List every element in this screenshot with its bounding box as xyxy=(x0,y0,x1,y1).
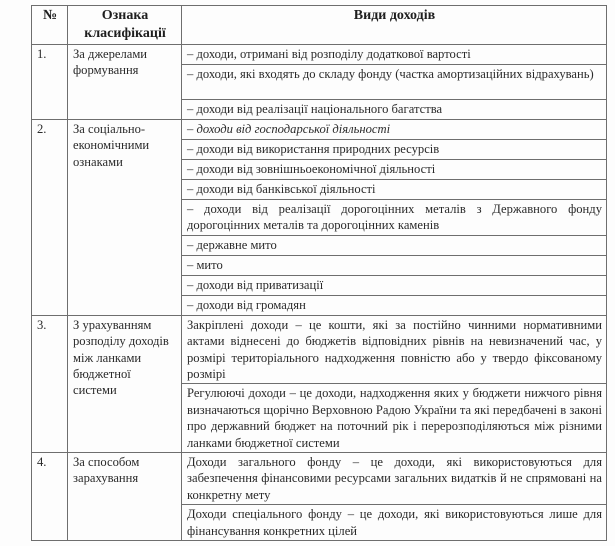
table-row xyxy=(32,315,607,384)
income-kind: – доходи від реалізації дорогоцінних металів з Державного фонду дорогоцінних металів та дорогоцінних каменів xyxy=(182,200,607,236)
income-kind: Регулюючі доходи – це доходи, надходження яких у бюджети нижчого рівня визначаються щорічно Верховною Радою України та які передбачені в законі про державний бюджет на поточний рік і перерозподіляються між різними ланками бюджетної системи xyxy=(182,384,607,453)
header-number: № xyxy=(32,6,68,45)
section-number: 4. xyxy=(32,453,68,541)
income-kind: – доходи, які входять до складу фонду (частка амортизаційних відрахувань) xyxy=(182,65,607,100)
header-income-kinds: Види доходів xyxy=(182,6,607,45)
header-classification-sign: Ознака класифікації xyxy=(68,6,182,45)
income-kind: – доходи від реалізації національного багатства xyxy=(182,100,607,120)
section-number: 1. xyxy=(32,45,68,120)
section-number: 2. xyxy=(32,120,68,316)
income-kind: Доходи загального фонду – це доходи, які використовуються для забезпечення фінансовими ресурсами загальних видатків й не спрямовані на конкретну мету xyxy=(182,453,607,505)
table-header-row xyxy=(32,6,607,45)
income-classification-table xyxy=(31,5,607,541)
table-row xyxy=(32,45,607,65)
section-number: 3. xyxy=(32,315,68,452)
income-kind: – мито xyxy=(182,255,607,275)
income-kind: – доходи від господарської діяльності xyxy=(182,120,607,140)
table-row xyxy=(32,453,607,505)
income-kind: – державне мито xyxy=(182,235,607,255)
section-sign: За способом зарахування xyxy=(68,453,182,541)
section-sign: За джерелами формування xyxy=(68,45,182,120)
income-kind: Доходи спеціального фонду – це доходи, які використовуються лише для фінансування конкретних цілей xyxy=(182,505,607,541)
income-kind: – доходи від приватизації xyxy=(182,275,607,295)
income-kind: – доходи, отримані від розподілу додаткової вартості xyxy=(182,45,607,65)
income-kind: – доходи від банківської діяльності xyxy=(182,180,607,200)
table-row xyxy=(32,120,607,140)
income-kind: – доходи від громадян xyxy=(182,295,607,315)
income-kind: Закріплені доходи – це кошти, які за постійно чинними нормативними актами віднесені до бюджетів відповідних рівнів на невизначений час, у розмірі територіального надходження повністю або у твердо фіксованому розмірі xyxy=(182,315,607,384)
income-kind: – доходи від зовнішньоекономічної діяльності xyxy=(182,160,607,180)
section-sign: За соціально-економічними ознаками xyxy=(68,120,182,316)
income-kind: – доходи від використання природних ресурсів xyxy=(182,140,607,160)
section-sign: З урахуванням розподілу доходів між ланками бюджетної системи xyxy=(68,315,182,452)
